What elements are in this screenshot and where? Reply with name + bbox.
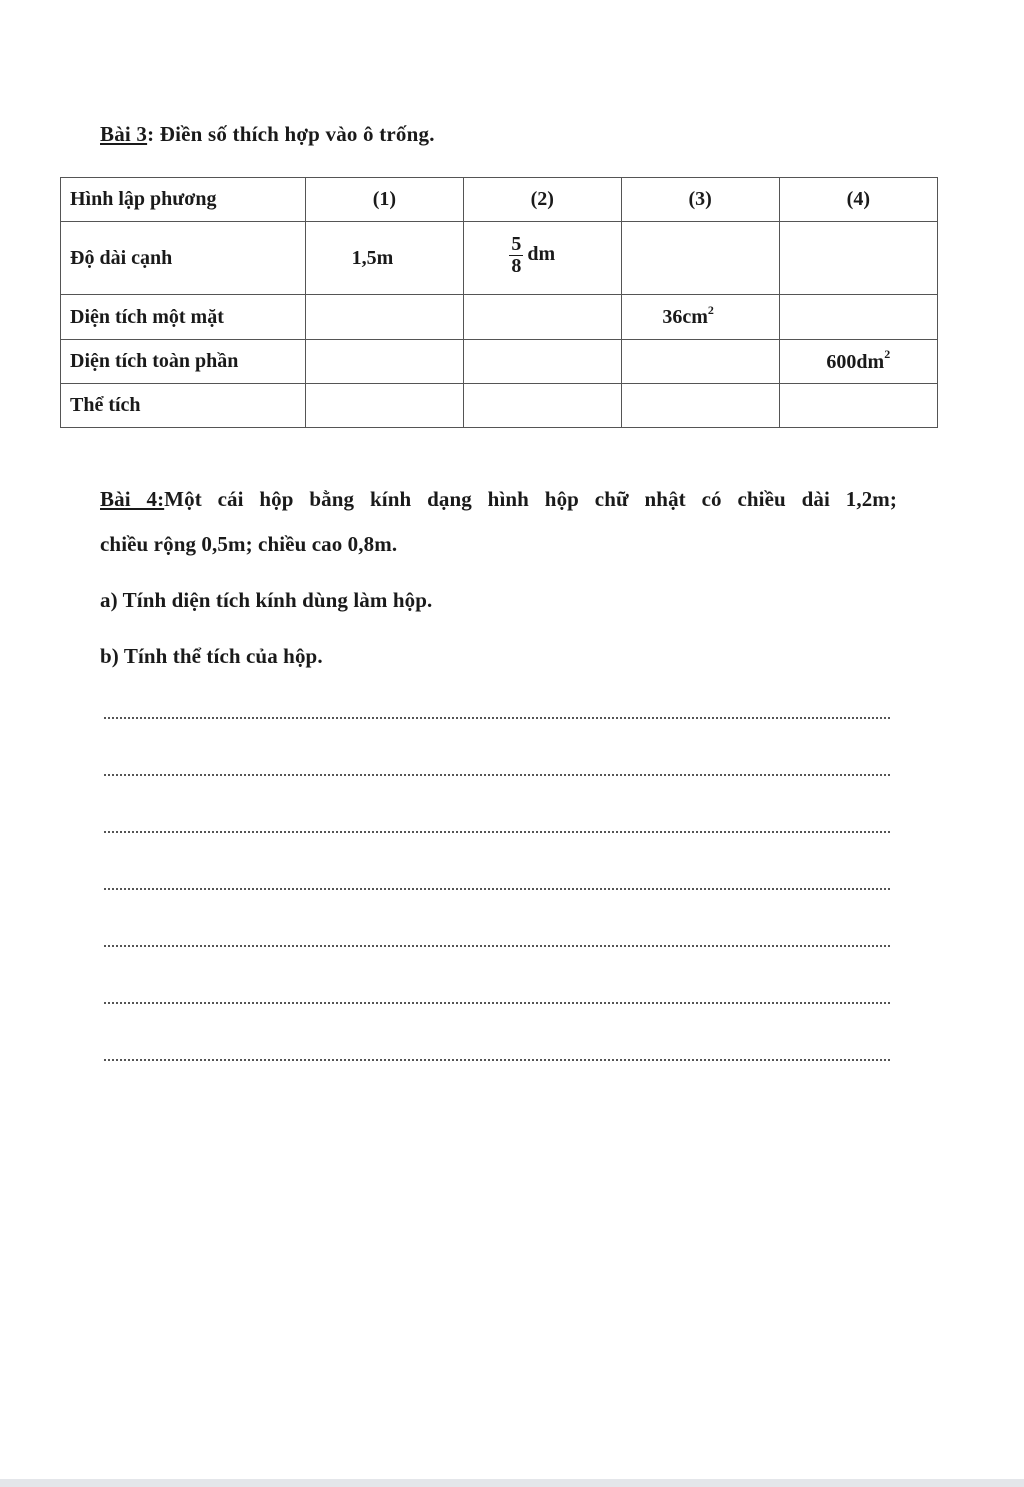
row-label-edge: Độ dài cạnh: [61, 222, 306, 295]
cell-total-4: [779, 340, 937, 384]
cell-edge-3[interactable]: [621, 222, 779, 295]
cell-face-2[interactable]: [463, 295, 621, 340]
cell-total-3[interactable]: [621, 340, 779, 384]
answer-line-6[interactable]: [104, 1002, 890, 1004]
row-label-face-area: Diện tích một mặt: [61, 295, 306, 340]
edge-1-value: 1,5m: [351, 246, 394, 269]
answer-line-2[interactable]: [104, 774, 890, 776]
exercise-3-label: Bài 3: [100, 122, 148, 146]
cell-edge-4[interactable]: [779, 222, 937, 295]
table-row-face-area: [61, 295, 938, 340]
exercise-4-part-b: b) Tính thể tích của hộp.: [100, 644, 323, 668]
table-row-volume: [61, 384, 938, 428]
header-cube-label: Hình lập phương: [61, 178, 306, 222]
cell-face-4[interactable]: [779, 295, 937, 340]
header-col-3: (3): [621, 178, 779, 222]
exercise-4-part-a: a) Tính diện tích kính dùng làm hộp.: [100, 588, 433, 612]
exercise-4-line-1: [100, 487, 897, 512]
cell-face-1[interactable]: [305, 295, 463, 340]
cube-table: [60, 177, 938, 428]
cell-edge-1: [305, 222, 463, 295]
face-3-value: [662, 302, 714, 329]
answer-line-4[interactable]: [104, 888, 890, 890]
exercise-3-heading: [100, 122, 435, 147]
header-col-4: (4): [779, 178, 937, 222]
cell-total-2[interactable]: [463, 340, 621, 384]
fraction-denominator: 8: [511, 254, 522, 277]
table-row-total-area: [61, 340, 938, 384]
edge-2-fraction: [509, 234, 523, 277]
fraction-numerator: 5: [511, 232, 522, 255]
cell-total-1[interactable]: [305, 340, 463, 384]
total-4-exponent: 2: [884, 347, 891, 362]
header-col-1: (1): [305, 178, 463, 222]
exercise-4-text-1: Một cái hộp bằng kính dạng hình hộp chữ nhật có chiều dài 1,2m;: [164, 487, 897, 511]
answer-line-7[interactable]: [104, 1059, 890, 1061]
table-header-row: [61, 178, 938, 222]
total-4-number: 600dm: [826, 350, 885, 373]
cell-face-3: [621, 295, 779, 340]
cell-volume-1[interactable]: [305, 384, 463, 428]
header-col-2: (2): [463, 178, 621, 222]
face-3-exponent: 2: [707, 302, 714, 317]
exercise-4-line-2: chiều rộng 0,5m; chiều cao 0,8m.: [100, 532, 398, 556]
edge-2-value: [509, 232, 556, 277]
cell-volume-3[interactable]: [621, 384, 779, 428]
cell-volume-4[interactable]: [779, 384, 937, 428]
answer-line-3[interactable]: [104, 831, 890, 833]
table-row-edge: [61, 222, 938, 295]
fraction-unit: dm: [527, 242, 556, 265]
bottom-bar: [0, 1479, 1024, 1487]
cell-volume-2[interactable]: [463, 384, 621, 428]
exercise-3-instruction: : Điền số thích hợp vào ô trống.: [147, 122, 435, 146]
answer-line-1[interactable]: [104, 717, 890, 719]
row-label-total-area: Diện tích toàn phần: [61, 340, 306, 384]
exercise-4-label: Bài 4:: [100, 487, 165, 511]
row-label-volume: Thể tích: [61, 384, 306, 428]
total-4-value: [826, 347, 891, 373]
face-3-number: 36cm: [662, 306, 708, 329]
cell-edge-2: [463, 222, 621, 295]
answer-line-5[interactable]: [104, 945, 890, 947]
